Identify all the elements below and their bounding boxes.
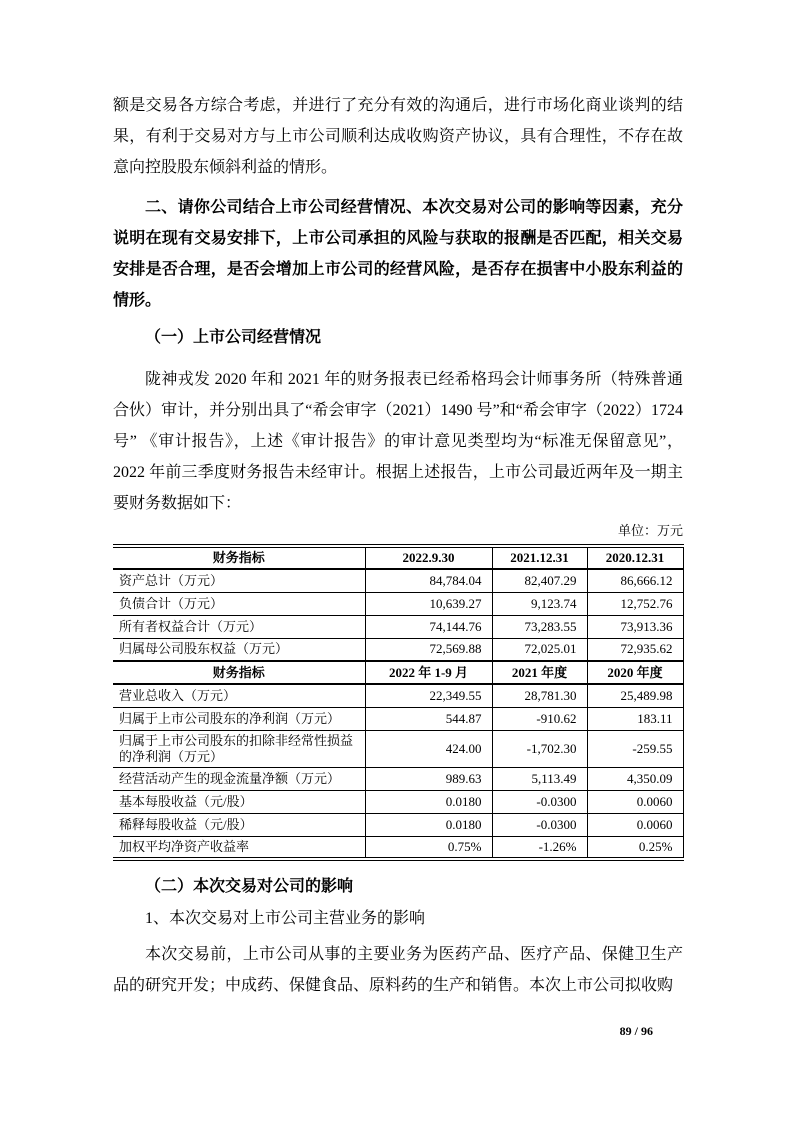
- section-1-heading: （一）上市公司经营情况: [145, 329, 322, 346]
- subsection-1-heading: 1、本次交易对上市公司主营业务的影响: [145, 910, 426, 927]
- value-cell: 0.0180: [365, 813, 492, 836]
- row-label-cell: 归属于上市公司股东的净利润（万元）: [113, 707, 365, 730]
- table-row: [113, 592, 683, 615]
- value-cell: 84,784.04: [365, 569, 492, 592]
- row-label-cell: 归属于上市公司股东的扣除非经常性损益的净利润（万元）: [113, 730, 365, 767]
- page-content: [113, 90, 683, 1001]
- value-cell: 0.75%: [365, 836, 492, 859]
- value-cell: -1,702.30: [492, 730, 587, 767]
- paragraph-continuation: 额是交易各方综合考虑，并进行了充分有效的沟通后，进行市场化商业谈判的结果，有利于交易对方与上市公司顺利达成收购资产协议，具有合理性，不存在故意向控股股东倾斜利益的情形。: [113, 97, 683, 176]
- row-label-cell: 加权平均净资产收益率: [113, 836, 365, 859]
- value-cell: -0.0300: [492, 813, 587, 836]
- paragraph-main-business: 本次交易前，上市公司从事的主要业务为医药产品、医疗产品、保健卫生产品的研究开发；中成药、保健食品、原料药的生产和销售。本次上市公司拟收购: [113, 946, 683, 994]
- row-label-cell: 资产总计（万元）: [113, 569, 365, 592]
- section-2-heading: （二）本次交易对公司的影响: [145, 878, 354, 895]
- value-cell: 72,569.88: [365, 638, 492, 661]
- value-cell: 72,025.01: [492, 638, 587, 661]
- column-header: 2022 年 1-9 月: [365, 661, 492, 684]
- value-cell: 0.0060: [587, 790, 683, 813]
- column-header: 2021 年度: [492, 661, 587, 684]
- value-cell: 73,283.55: [492, 615, 587, 638]
- value-cell: 74,144.76: [365, 615, 492, 638]
- table-row: [113, 790, 683, 813]
- table-row: [113, 684, 683, 707]
- value-cell: -259.55: [587, 730, 683, 767]
- row-label-cell: 稀释每股收益（元/股）: [113, 813, 365, 836]
- financial-data-table: [113, 544, 684, 861]
- question-2-heading: 二、请你公司结合上市公司经营情况、本次交易对公司的影响等因素，充分说明在现有交易安排下，上市公司承担的风险与获取的报酬是否匹配，相关交易安排是否合理，是否会增加上市公司的经营风险，是否存在损害中小股东利益的情形。: [113, 199, 683, 309]
- row-label-cell: 经营活动产生的现金流量净额（万元）: [113, 767, 365, 790]
- column-header: 财务指标: [113, 661, 365, 684]
- value-cell: 86,666.12: [587, 569, 683, 592]
- paragraph-audit-overview: 陇神戎发 2020 年和 2021 年的财务报表已经希格玛会计师事务所（特殊普通合伙）审计，并分别出具了“希会审字（2021）1490 号”和“希会审字（2022）1724 号” 《审计报告》，上述《审计报告》的审计意见类型均为“标准无保留意见”，2022 年前三季度财务报告未经审计。根据上述报告，上市公司最近两年及一期主要财务数据如下：: [113, 371, 683, 512]
- value-cell: -910.62: [492, 707, 587, 730]
- table-row: [113, 730, 683, 767]
- row-label-cell: 营业总收入（万元）: [113, 684, 365, 707]
- value-cell: 10,639.27: [365, 592, 492, 615]
- row-label-cell: 归属母公司股东权益（万元）: [113, 638, 365, 661]
- table-row: [113, 813, 683, 836]
- column-header: 财务指标: [113, 546, 365, 569]
- column-header: 2020 年度: [587, 661, 683, 684]
- value-cell: 22,349.55: [365, 684, 492, 707]
- value-cell: 5,113.49: [492, 767, 587, 790]
- value-cell: 0.0060: [587, 813, 683, 836]
- table-row: [113, 638, 683, 661]
- row-label-cell: 所有者权益合计（万元）: [113, 615, 365, 638]
- value-cell: 73,913.36: [587, 615, 683, 638]
- value-cell: 72,935.62: [587, 638, 683, 661]
- column-header: 2021.12.31: [492, 546, 587, 569]
- value-cell: -1.26%: [492, 836, 587, 859]
- value-cell: 544.87: [365, 707, 492, 730]
- value-cell: 424.00: [365, 730, 492, 767]
- value-cell: 4,350.09: [587, 767, 683, 790]
- table-row: [113, 707, 683, 730]
- value-cell: 0.0180: [365, 790, 492, 813]
- value-cell: 25,489.98: [587, 684, 683, 707]
- row-label-cell: 负债合计（万元）: [113, 592, 365, 615]
- value-cell: 0.25%: [587, 836, 683, 859]
- value-cell: -0.0300: [492, 790, 587, 813]
- column-header: 2020.12.31: [587, 546, 683, 569]
- table-header-row-balance: [113, 546, 683, 569]
- table-row: [113, 615, 683, 638]
- value-cell: 989.63: [365, 767, 492, 790]
- column-header: 2022.9.30: [365, 546, 492, 569]
- table-unit-label: 单位：万元: [617, 523, 683, 538]
- table-row: [113, 767, 683, 790]
- row-label-cell: 基本每股收益（元/股）: [113, 790, 365, 813]
- table-row: [113, 836, 683, 859]
- table-row: [113, 569, 683, 592]
- value-cell: 9,123.74: [492, 592, 587, 615]
- value-cell: 12,752.76: [587, 592, 683, 615]
- page-number: 89 / 96: [619, 1024, 653, 1038]
- value-cell: 183.11: [587, 707, 683, 730]
- table-header-row-income: [113, 661, 683, 684]
- value-cell: 28,781.30: [492, 684, 587, 707]
- value-cell: 82,407.29: [492, 569, 587, 592]
